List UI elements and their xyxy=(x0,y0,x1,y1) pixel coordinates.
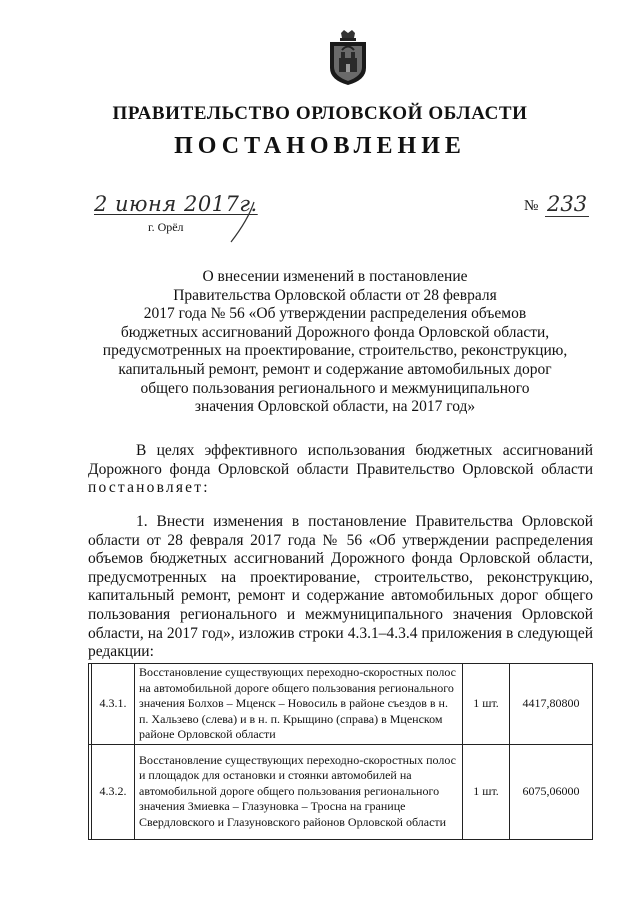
handwritten-date: 2 июня 2017г. xyxy=(94,192,258,216)
subject-line: общего пользования регионального и межмуниципального xyxy=(140,379,530,397)
place-of-issue: г. Орёл xyxy=(148,220,184,234)
handwritten-number: 233 xyxy=(547,192,588,216)
appendix-rows-table xyxy=(88,663,593,840)
row-description: Восстановление существующих переходно-скоростных полос на автомобильной дороге общего пользования регионального значения Болхов – Мценск – Новосиль в районе съездов в н. п. Хальзево (слева) и в н. п. Крыщино (справа) в Мценском районе Орловской области xyxy=(135,664,463,745)
row-amount: 4417,80800 xyxy=(510,664,593,745)
subject-line: предусмотренных на проектирование, строительство, реконструкцию, xyxy=(102,342,568,360)
clause-1-paragraph: 1. Внести изменения в постановление Правительства Орловской области от 28 февраля 2017 года № 56 «Об утверждении распределения объемов бюджетных ассигнований Дорожного фонда Орловской области, предусмотренных на проектирование, строительство, реконструкцию, капитальный ремонт, ремонт и содержание автомобильных дорог общего пользования регионального и межмуниципального значения Орловской области, на 2017 год», изложив строки 4.3.1–4.3.4 приложения в следующей редакции: xyxy=(88,513,593,661)
orel-oblast-coat-of-arms-icon xyxy=(327,30,369,86)
resolves-word: постановляет: xyxy=(88,479,210,497)
preamble-paragraph xyxy=(88,442,593,498)
preamble-text: В целях эффективного использования бюджетных ассигнований Дорожного фонда Орловской области Правительство Орловской области xyxy=(88,442,593,478)
subject-line: 2017 года № 56 «Об утверждении распределения объемов xyxy=(143,305,527,323)
row-amount: 6075,06000 xyxy=(510,744,593,839)
subject-line: Правительства Орловской области от 28 февраля xyxy=(173,286,497,304)
row-description: Восстановление существующих переходно-скоростных полос и площадок для остановки и стоянки автомобилей на автомобильной дороге общего пользования регионального значения Змиевка – Глазуновка – Тросна на границе Свердловского и Глазуновского районов Орловской области xyxy=(135,744,463,839)
table-row xyxy=(89,664,593,745)
subject-line: значения Орловской области, на 2017 год» xyxy=(194,398,476,416)
table-row xyxy=(89,744,593,839)
subject-line: бюджетных ассигнований Дорожного фонда Орловской области, xyxy=(120,323,550,341)
row-quantity: 1 шт. xyxy=(463,744,510,839)
subject-line: О внесении изменений в постановление xyxy=(202,268,468,285)
number-label: № xyxy=(524,198,539,214)
handwritten-slash-mark xyxy=(228,200,258,244)
row-code: 4.3.1. xyxy=(92,664,135,745)
row-quantity: 1 шт. xyxy=(463,664,510,745)
subject-line: капитальный ремонт, ремонт и содержание автомобильных дорог xyxy=(118,360,552,378)
organization-title: ПРАВИТЕЛЬСТВО ОРЛОВСКОЙ ОБЛАСТИ xyxy=(112,103,528,124)
document-subject xyxy=(100,268,570,417)
row-code: 4.3.2. xyxy=(92,744,135,839)
document-type-title: ПОСТАНОВЛЕНИЕ xyxy=(174,133,466,159)
